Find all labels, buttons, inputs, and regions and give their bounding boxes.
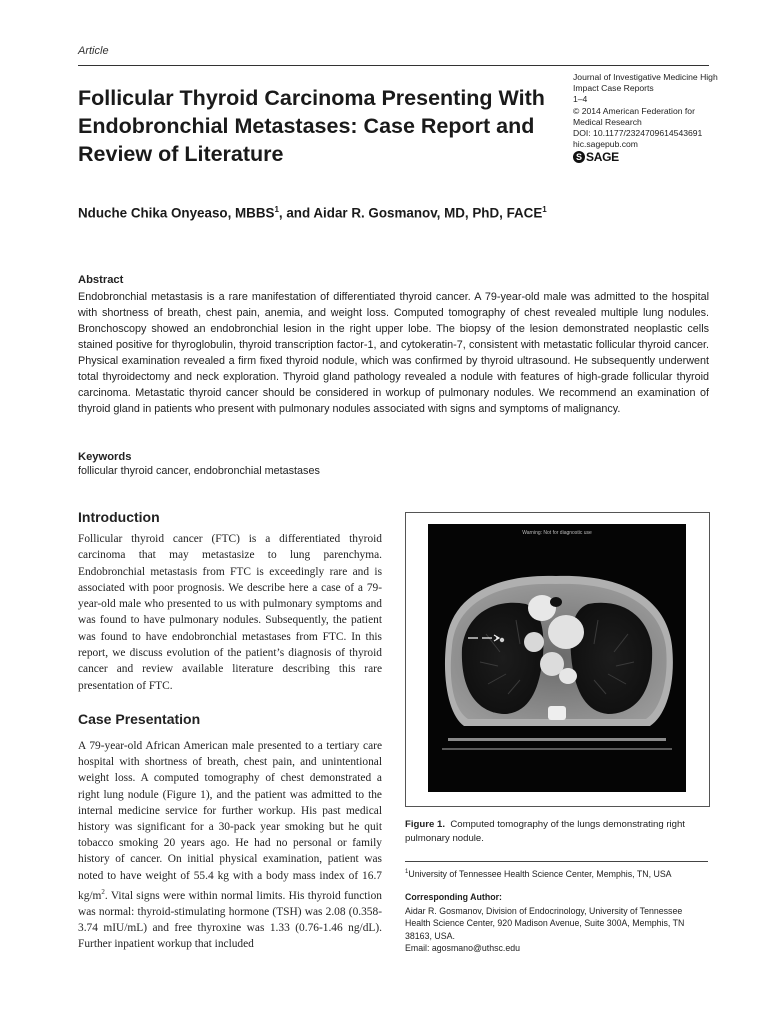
keywords-text: follicular thyroid cancer, endobronchial metastases bbox=[78, 465, 320, 477]
copyright-line2: Medical Research bbox=[573, 116, 642, 127]
journal-info bbox=[573, 72, 723, 163]
case-text-superscript: 2 bbox=[101, 887, 105, 896]
introduction-text: Follicular thyroid cancer (FTC) is a differentiated thyroid carcinoma that may metastasize to lung parenchyma. Endobronchial metastasis from FTC is exceedingly rare and is associated with poor prognosis. We describe here a case of a 79-year-old male who presented to us with pulmonary symptoms and was found to have pulmonary nodules. Subsequently, the patient was found to have endobronchial metastases from FTC. In this report, we discuss evolution of the patient’s diagnosis of thyroid cancer and review available literature describing this rare presentation of FTC. bbox=[78, 533, 382, 692]
corresponding-line-1: Aidar R. Gosmanov, Division of Endocrinology, University of Tennessee bbox=[405, 906, 683, 916]
figure-caption-label: Figure 1. bbox=[405, 819, 445, 830]
ct-scan-image bbox=[428, 524, 686, 792]
corresponding-line-2: Health Science Center, 920 Madison Avenue, Suite 300A, Memphis, TN bbox=[405, 918, 685, 929]
affiliation bbox=[405, 869, 710, 879]
doi[interactable]: DOI: 10.1177/2324709614543691 bbox=[573, 128, 703, 139]
corresponding-author-heading: Corresponding Author: bbox=[405, 892, 502, 902]
section-label: Article bbox=[78, 45, 109, 57]
author-1-affiliation-marker: 1 bbox=[274, 205, 279, 214]
author-2-affiliation-marker: 1 bbox=[542, 205, 547, 214]
copyright-line1: © 2014 American Federation for bbox=[573, 105, 695, 116]
author-list bbox=[78, 205, 547, 220]
case-text-part2: . Vital signs were within normal limits. His thyroid function was normal: thyroid-stimulating hormone (TSH) was 2.08 (0.358-3.74 mIU/mL) and free thyroxine was 1.33 (0.76-1.46 ng/dL). Further inpatient workup that included bbox=[78, 889, 382, 951]
case-presentation-text bbox=[78, 738, 382, 952]
ct-warning-text: Warning: Not for diagnostic use bbox=[522, 530, 592, 536]
keywords-heading: Keywords bbox=[78, 451, 132, 463]
sage-logo-mark: S bbox=[573, 151, 585, 163]
footnote-rule bbox=[405, 861, 708, 862]
abstract-heading: Abstract bbox=[78, 274, 124, 286]
header-rule bbox=[78, 65, 709, 66]
corresponding-email[interactable]: Email: agosmano@uthsc.edu bbox=[405, 942, 521, 953]
figure-caption bbox=[405, 818, 705, 846]
figure-caption-text: Computed tomography of the lungs demonstrating right pulmonary nodule. bbox=[405, 819, 685, 844]
journal-name-line2: Impact Case Reports bbox=[573, 83, 654, 94]
ct-scan-drawing bbox=[428, 524, 686, 792]
introduction-heading: Introduction bbox=[78, 509, 160, 525]
sage-logo-word: SAGE bbox=[586, 149, 619, 164]
page-range: 1–4 bbox=[573, 94, 588, 105]
journal-name-line1: Journal of Investigative Medicine High bbox=[573, 72, 718, 82]
journal-site[interactable]: hic.sagepub.com bbox=[573, 139, 638, 150]
affiliation-text: University of Tennessee Health Science Center, Memphis, TN, USA bbox=[408, 869, 672, 879]
author-1: Nduche Chika Onyeaso, MBBS bbox=[78, 205, 275, 221]
case-presentation-heading: Case Presentation bbox=[78, 711, 201, 727]
affiliation-marker: 1 bbox=[405, 869, 409, 876]
corresponding-line-3: 38163, USA. bbox=[405, 930, 455, 941]
author-2: , and Aidar R. Gosmanov, MD, PhD, FACE bbox=[278, 205, 543, 221]
sage-logo bbox=[573, 151, 723, 163]
abstract-text: Endobronchial metastasis is a rare manifestation of differentiated thyroid cancer. A 79-year-old male was admitted to the hospital with shortness of breath, chest pain, anemia, and weight loss. Computed tomography of chest revealed multiple lung nodules. Bronchoscopy showed an endobronchial lesion in the right upper lobe. The biopsy of the lesion demonstrated neoplastic cells stained positive for thyroglobulin, thyroid transcription factor-1, and cytokeratin-7, consistent with metastatic follicular thyroid cancer. Physical examination revealed a firm fixed thyroid nodule, which was confirmed by thyroid ultrasound. He subsequently underwent total thyroidectomy and neck exploration. Thyroid gland pathology revealed a nodule with features of high-grade follicular thyroid carcinoma. Metastatic thyroid cancer should be considered in workup of pulmonary nodules. We recommend an examination of thyroid gland in patients who present with pulmonary nodules associated with signs and symptoms of malignancy. bbox=[78, 291, 709, 415]
corresponding-author-details bbox=[405, 905, 710, 954]
case-text-part1: A 79-year-old African American male presented to a tertiary care hospital with shortness of breath, chest pain, and unintentional weight loss. A computed tomography of chest demonstrated a right lung nodule (Figure 1), and the patient was admitted to the internal medicine service for further workup. His past medical history was significant for a 30-pack year smoking but he quit tobacco smoking 20 years ago. He had no personal or family history of cancer. On initial physical examination, patient was noted to have weight of 55.4 kg with a body mass index of 16.7 kg/m bbox=[78, 740, 382, 902]
article-title: Follicular Thyroid Carcinoma Presenting With Endobronchial Metastases: Case Report and Review of Literature bbox=[78, 86, 545, 166]
